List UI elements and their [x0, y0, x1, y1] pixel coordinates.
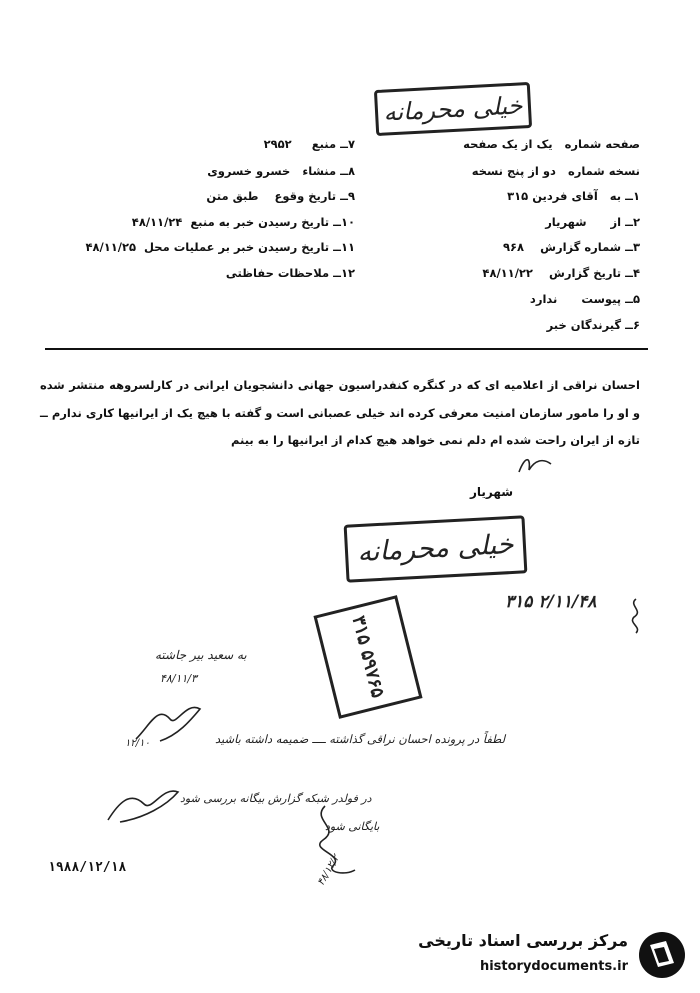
handwritten-note-1: به سعید بیر جاشته: [155, 648, 247, 662]
field-origin: ۸ــ منشاء خسرو خسروی: [207, 164, 355, 178]
archive-logo: [412, 925, 690, 987]
handwritten-note-2: لطفاً در پرونده احسان نراقی گذاشته ــــ ضمیمه داشته باشید: [215, 732, 506, 746]
field-news-to-operations-date: ۱۱ــ تاریخ رسیدن خبر بر عملیات محل ۴۸/۱۱/۲۵: [85, 240, 355, 254]
field-page-number: صفحه شماره یک از یک صفحه: [463, 137, 640, 151]
divider-line: [45, 348, 648, 350]
handwritten-note-1-date: ۴۸/۱۱/۳: [160, 672, 197, 685]
classification-stamp-top: خیلی محرمانه: [374, 82, 532, 136]
file-number-stamp: ۳۱۵ ۵۹۷۶۵: [313, 595, 422, 719]
archive-logo-icon: [636, 929, 688, 981]
handwritten-note-2-number: ۱۲/۱۰: [125, 738, 150, 749]
handwritten-note-4-date: ۴۸/۱۲/۲: [315, 853, 342, 888]
field-copy-number: نسخه شماره دو از پنج نسخه: [471, 164, 640, 178]
classification-stamp-middle: خیلی محرمانه: [344, 515, 528, 582]
field-source: ۷ــ منبع ۲۹۵۲: [263, 137, 355, 151]
field-report-number: ۳ــ شماره گزارش ۹۶۸: [503, 240, 640, 254]
report-body: احسان نراقی از اعلامیه ای که در کنگره کنفدراسیون جهانی دانشجویان ایرانی در کارلسروهه منتشر شده و او را مامور سازمان امنیت معرفی کرده اند خیلی عصبانی است و گفته با هیچ یک از ایرانیها کاری ندارم ــ تازه از ایران راحت شده ام دلم نمی خواهد هیچ کدام از ایرانیها را به بینم: [40, 378, 640, 447]
margin-mark: [624, 595, 648, 635]
field-to: ۱ــ به آقای فردین ۳۱۵: [507, 189, 640, 203]
field-from: ۲ــ از شهریار: [545, 215, 640, 229]
handwritten-note-3: در فولدر شبکه گزارش بیگانه بررسی شود: [180, 792, 372, 805]
archive-logo-url: historydocuments.ir: [479, 959, 628, 974]
field-report-date: ۴ــ تاریخ گزارش ۴۸/۱۱/۲۲: [482, 266, 640, 280]
archive-logo-title: مرکز بررسی اسناد تاریخی: [418, 931, 628, 950]
footer-serial-number: ۱۹۸۸/۱۲/۱۸: [48, 860, 127, 875]
signature-scribble-2: [100, 770, 190, 830]
handwritten-date-stamp: ۲/۱۱/۴۸ ۳۱۵: [505, 592, 597, 612]
report-signer: شهریار: [470, 485, 514, 499]
handwritten-note-4: بایگانی شود: [325, 820, 380, 833]
field-security-notes: ۱۲ــ ملاحظات حفاظتی: [225, 266, 355, 280]
field-recipients: ۶ــ گیرندگان خبر: [546, 318, 640, 332]
field-occurrence-date: ۹ــ تاریخ وقوع طبق متن: [206, 189, 355, 203]
field-news-to-source-date: ۱۰ــ تاریخ رسیدن خبر به منبع ۴۸/۱۱/۲۴: [131, 215, 355, 229]
field-attachment: ۵ــ پیوست ندارد: [529, 292, 640, 306]
initial-signature-mark: [515, 452, 555, 478]
